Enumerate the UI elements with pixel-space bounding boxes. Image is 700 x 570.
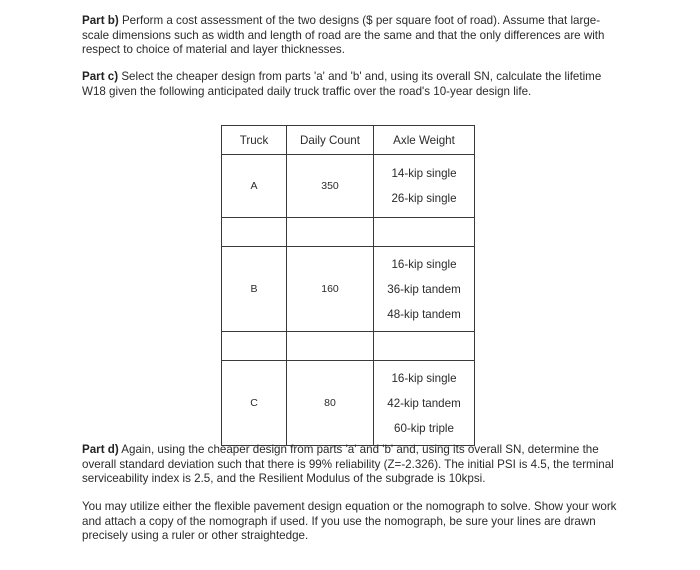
part-b-text: Perform a cost assessment of the two designs ($ per square foot of road). Assume that large-scale dimensions such as width and length of road are the same and that the only differences are with respect to choice of material and layer thicknesses. — [82, 14, 605, 57]
table-row — [222, 361, 475, 446]
table-row — [222, 155, 475, 218]
part-d-paragraph — [82, 443, 627, 487]
spacer-cell — [222, 218, 287, 247]
header-axle-weight: Axle Weight — [374, 126, 475, 155]
spacer-cell — [287, 218, 374, 247]
axle-cell — [374, 247, 475, 332]
axle-cell — [374, 361, 475, 446]
header-truck: Truck — [222, 126, 287, 155]
part-c-paragraph — [82, 70, 622, 99]
header-daily-count: Daily Count — [287, 126, 374, 155]
part-c-text: Select the cheaper design from parts 'a' and 'b' and, using its overall SN, calculate the lifetime W18 given the following anticipated daily truck traffic over the road's 10-year design life. — [82, 70, 602, 98]
truck-traffic-table — [221, 125, 475, 446]
count-cell: 160 — [287, 247, 374, 332]
axle-weight: 14-kip single — [391, 167, 457, 180]
axle-weight: 16-kip single — [391, 257, 457, 271]
axle-cell — [374, 155, 475, 218]
table-header-row — [222, 126, 475, 155]
count-cell: 80 — [287, 361, 374, 446]
axle-weight: 26-kip single — [391, 192, 457, 205]
axle-weight: 60-kip triple — [394, 421, 454, 435]
spacer-cell — [222, 332, 287, 361]
spacer-cell — [374, 218, 475, 247]
spacer-cell — [287, 332, 374, 361]
table-row — [222, 247, 475, 332]
axle-weight: 36-kip tandem — [387, 282, 461, 296]
axle-weight: 42-kip tandem — [387, 396, 461, 410]
count-cell: 350 — [287, 155, 374, 218]
table-spacer-row — [222, 332, 475, 361]
table-spacer-row — [222, 218, 475, 247]
part-b-label: Part b) — [82, 14, 119, 27]
closing-paragraph: You may utilize either the flexible pavement design equation or the nomograph to solve. Show your work and attach a copy of the nomograph if used. If you use the nomograph, be sure your lines are drawn precisely using a ruler or other straightedge. — [82, 500, 617, 543]
truck-cell: C — [222, 361, 287, 446]
part-d-label: Part d) — [82, 443, 119, 456]
axle-weight: 48-kip tandem — [387, 307, 461, 321]
spacer-cell — [374, 332, 475, 361]
truck-cell: B — [222, 247, 287, 332]
axle-weight: 16-kip single — [391, 371, 457, 385]
part-c-label: Part c) — [82, 70, 119, 83]
part-b-paragraph — [82, 14, 622, 58]
part-d-text: Again, using the cheaper design from parts 'a' and 'b' and, using its overall SN, determine the overall standard deviation such that there is 99% reliability (Z=-2.326). The initial PSI is 4.5, the terminal serviceability index is 2.5, and the Resilient Modulus of the subgrade is 10kpsi. — [82, 443, 614, 486]
truck-cell: A — [222, 155, 287, 218]
